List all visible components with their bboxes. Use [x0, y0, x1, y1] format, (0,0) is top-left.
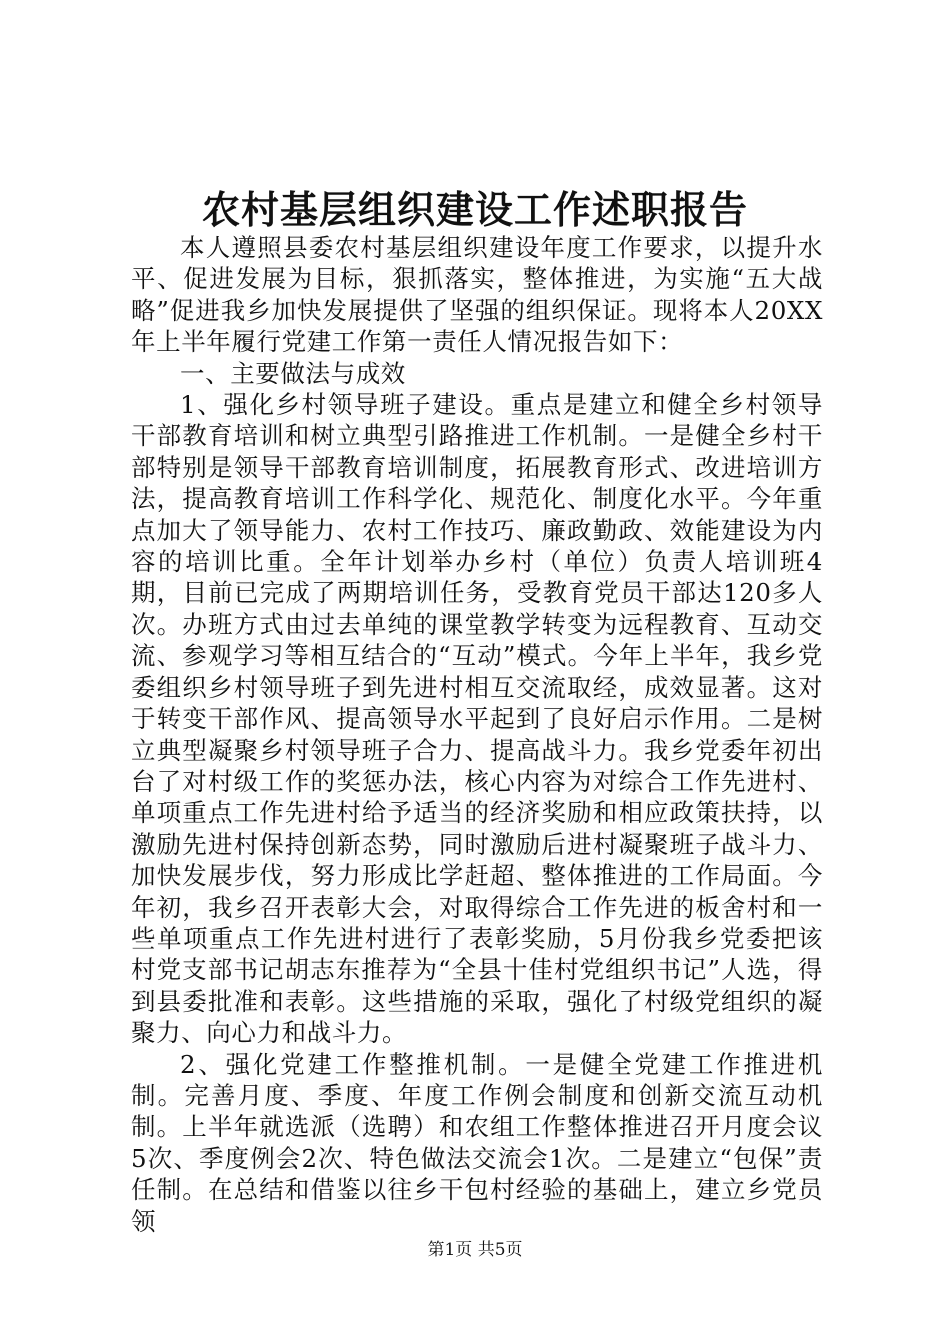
document-body [131, 232, 823, 1237]
body-paragraph: 2、强化党建工作整推机制。一是健全党建工作推进机制。完善月度、季度、年度工作例会制度和创新交流互动机制。上半年就选派（选聘）和农组工作整体推进召开月度会议5次、季度例会2次、特色做法交流会1次。二是建立“包保”责任制。在总结和借鉴以往乡干包村经验的基础上，建立乡党员领 [131, 1049, 823, 1236]
section-heading: 一、主要做法与成效 [180, 358, 406, 388]
intro-paragraph: 本人遵照县委农村基层组织建设年度工作要求，以提升水平、促进发展为目标，狠抓落实，整体推进，为实施“五大战略”促进我乡加快发展提供了坚强的组织保证。现将本人20XX年上半年履行党建工作第一责任人情况报告如下： [131, 233, 823, 357]
body-paragraph: 1、强化乡村领导班子建设。重点是建立和健全乡村领导干部教育培训和树立典型引路推进工作机制。一是健全乡村干部特别是领导干部教育培训制度，拓展教育形式、改进培训方法，提高教育培训工作科学化、规范化、制度化水平。今年重点加大了领导能力、农村工作技巧、廉政勤政、效能建设为内容的培训比重。全年计划举办乡村（单位）负责人培训班4期，目前已完成了两期培训任务，受教育党员干部达120多人次。办班方式由过去单纯的课堂教学转变为远程教育、互动交流、参观学习等相互结合的“互动”模式。今年上半年，我乡党委组织乡村领导班子到先进村相互交流取经，成效显著。这对于转变干部作风、提高领导水平起到了良好启示作用。二是树立典型凝聚乡村领导班子合力、提高战斗力。我乡党委年初出台了对村级工作的奖惩办法，核心内容为对综合工作先进村、单项重点工作先进村给予适当的经济奖励和相应政策扶持，以激励先进村保持创新态势，同时激励后进村凝聚班子战斗力、加快发展步伐，努力形成比学赶超、整体推进的工作局面。今年初，我乡召开表彰大会，对取得综合工作先进的板舍村和一些单项重点工作先进村进行了表彰奖励，5月份我乡党委把该村党支部书记胡志东推荐为“全县十佳村党组织书记”人选，得到县委批准和表彰。这些措施的采取，强化了村级党组织的凝聚力、向心力和战斗力。 [131, 390, 823, 1048]
document-title: 农村基层组织建设工作述职报告 [201, 187, 748, 232]
page-number: 第1页 共5页 [427, 1240, 523, 1260]
